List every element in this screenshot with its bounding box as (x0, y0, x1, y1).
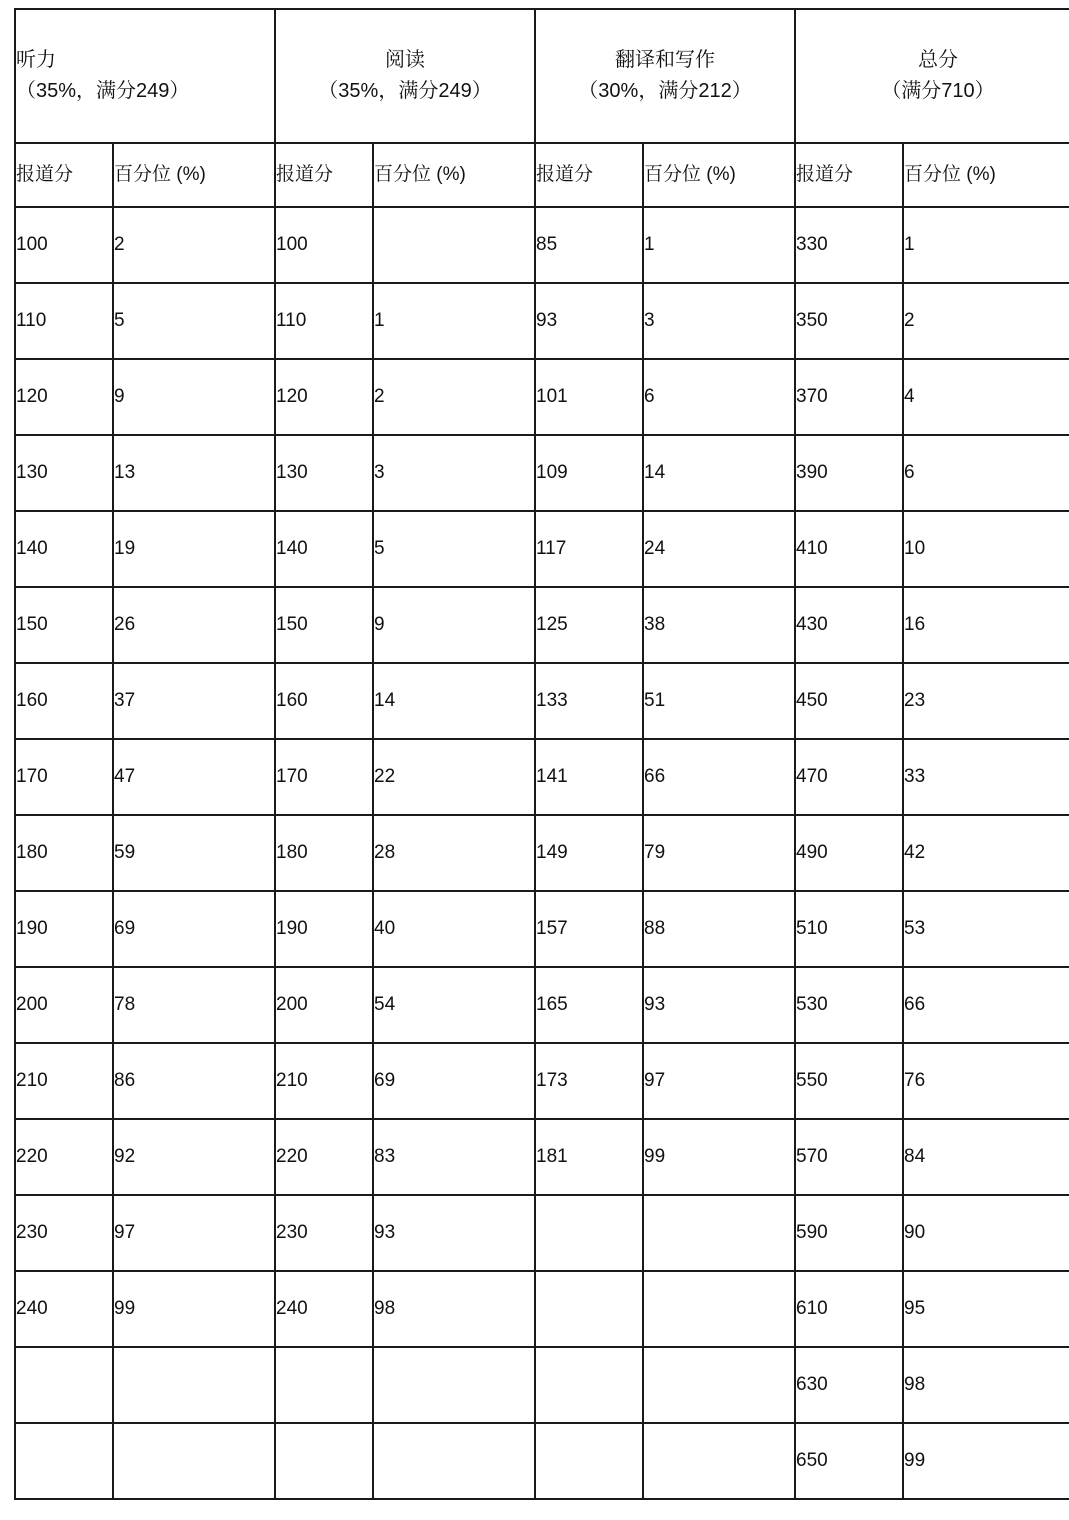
cell-reading-percentile: 93 (373, 1195, 535, 1271)
cell-reading-percentile: 2 (373, 359, 535, 435)
group-subtitle: （30%，满分212） (578, 80, 752, 102)
cell-listening-percentile: 69 (113, 891, 275, 967)
cell-reading-percentile: 69 (373, 1043, 535, 1119)
cell-total-percentile: 76 (903, 1043, 1069, 1119)
group-subtitle: （满分710） (881, 80, 995, 102)
cell-reading-percentile: 3 (373, 435, 535, 511)
cell-twr-percentile: 97 (643, 1043, 795, 1119)
cell-listening-score: 240 (15, 1271, 113, 1347)
cell-listening-score: 110 (15, 283, 113, 359)
cell-listening-score: 160 (15, 663, 113, 739)
cell-twr-percentile: 6 (643, 359, 795, 435)
cell-total-score: 490 (795, 815, 903, 891)
cell-listening-percentile: 99 (113, 1271, 275, 1347)
cell-twr-score: 125 (535, 587, 643, 663)
cell-listening-score: 190 (15, 891, 113, 967)
table-row (15, 891, 1069, 967)
cell-twr-percentile: 93 (643, 967, 795, 1043)
cell-twr-score: 93 (535, 283, 643, 359)
group-subtitle: （35%，满分249） (16, 80, 190, 102)
cell-reading-percentile: 5 (373, 511, 535, 587)
table-row (15, 587, 1069, 663)
table-row (15, 815, 1069, 891)
cell-listening-score: 210 (15, 1043, 113, 1119)
subheader-percentile-total: 百分位 (%) (903, 143, 1069, 207)
table-subheader-row (15, 143, 1069, 207)
cell-twr-percentile: 99 (643, 1119, 795, 1195)
cell-total-percentile: 66 (903, 967, 1069, 1043)
cell-total-percentile: 95 (903, 1271, 1069, 1347)
cell-reading-score: 160 (275, 663, 373, 739)
cell-listening-percentile: 59 (113, 815, 275, 891)
group-header-listening (15, 9, 275, 143)
cell-total-percentile: 98 (903, 1347, 1069, 1423)
cell-reading-percentile: 54 (373, 967, 535, 1043)
subheader-percentile-twr: 百分位 (%) (643, 143, 795, 207)
cell-total-percentile: 4 (903, 359, 1069, 435)
cell-listening-score: 150 (15, 587, 113, 663)
cell-total-score: 430 (795, 587, 903, 663)
group-header-reading (275, 9, 535, 143)
cell-total-score: 350 (795, 283, 903, 359)
cell-twr-percentile: 88 (643, 891, 795, 967)
cell-total-percentile: 23 (903, 663, 1069, 739)
cell-reading-score: 140 (275, 511, 373, 587)
cell-listening-percentile: 47 (113, 739, 275, 815)
cell-total-percentile: 10 (903, 511, 1069, 587)
cell-total-percentile: 2 (903, 283, 1069, 359)
subheader-score-total: 报道分 (795, 143, 903, 207)
cell-total-percentile: 90 (903, 1195, 1069, 1271)
cell-total-percentile: 6 (903, 435, 1069, 511)
cell-twr-score: 117 (535, 511, 643, 587)
cell-listening-percentile: 78 (113, 967, 275, 1043)
group-name: 总分 (918, 49, 958, 71)
group-subtitle: （35%，满分249） (318, 80, 492, 102)
cell-twr-score: 149 (535, 815, 643, 891)
group-name: 听力 (16, 49, 56, 71)
cell-total-score: 590 (795, 1195, 903, 1271)
table-row (15, 1195, 1069, 1271)
cell-reading-percentile: 40 (373, 891, 535, 967)
cell-twr-score: 133 (535, 663, 643, 739)
cell-twr-percentile (643, 1271, 795, 1347)
cell-total-score: 570 (795, 1119, 903, 1195)
cell-total-score: 510 (795, 891, 903, 967)
cell-listening-score (15, 1347, 113, 1423)
cell-total-score: 550 (795, 1043, 903, 1119)
cell-listening-score: 170 (15, 739, 113, 815)
table-row (15, 739, 1069, 815)
cell-listening-percentile: 2 (113, 207, 275, 283)
cell-reading-score: 180 (275, 815, 373, 891)
cell-total-score: 390 (795, 435, 903, 511)
cell-listening-score: 130 (15, 435, 113, 511)
cell-listening-score: 120 (15, 359, 113, 435)
cell-reading-percentile: 22 (373, 739, 535, 815)
cell-total-percentile: 99 (903, 1423, 1069, 1499)
cell-total-score: 630 (795, 1347, 903, 1423)
cell-reading-score: 190 (275, 891, 373, 967)
cell-total-percentile: 53 (903, 891, 1069, 967)
cell-twr-score (535, 1347, 643, 1423)
cell-listening-percentile: 26 (113, 587, 275, 663)
cell-listening-percentile (113, 1347, 275, 1423)
cell-total-percentile: 84 (903, 1119, 1069, 1195)
table-row (15, 283, 1069, 359)
cell-reading-score: 120 (275, 359, 373, 435)
cell-twr-score (535, 1195, 643, 1271)
cell-total-percentile: 33 (903, 739, 1069, 815)
cell-twr-score: 157 (535, 891, 643, 967)
cell-listening-percentile: 9 (113, 359, 275, 435)
cell-twr-percentile: 3 (643, 283, 795, 359)
table-group-header-row (15, 9, 1069, 143)
table-row (15, 207, 1069, 283)
cell-twr-score: 181 (535, 1119, 643, 1195)
cell-listening-score (15, 1423, 113, 1499)
cell-reading-score (275, 1423, 373, 1499)
cell-total-score: 450 (795, 663, 903, 739)
subheader-score-listening: 报道分 (15, 143, 113, 207)
cell-total-score: 610 (795, 1271, 903, 1347)
score-percentile-table (14, 8, 1069, 1500)
cell-listening-percentile (113, 1423, 275, 1499)
cell-total-score: 470 (795, 739, 903, 815)
cell-reading-score: 210 (275, 1043, 373, 1119)
cell-listening-score: 220 (15, 1119, 113, 1195)
cell-reading-percentile: 14 (373, 663, 535, 739)
cell-reading-score: 220 (275, 1119, 373, 1195)
cell-twr-score: 165 (535, 967, 643, 1043)
cell-reading-score: 170 (275, 739, 373, 815)
cell-twr-percentile: 14 (643, 435, 795, 511)
cell-twr-score: 85 (535, 207, 643, 283)
cell-reading-percentile: 28 (373, 815, 535, 891)
cell-twr-percentile: 66 (643, 739, 795, 815)
cell-listening-percentile: 5 (113, 283, 275, 359)
cell-total-percentile: 16 (903, 587, 1069, 663)
cell-total-score: 650 (795, 1423, 903, 1499)
cell-twr-score (535, 1271, 643, 1347)
cell-listening-percentile: 97 (113, 1195, 275, 1271)
cell-listening-score: 200 (15, 967, 113, 1043)
cell-total-score: 410 (795, 511, 903, 587)
cell-reading-percentile (373, 207, 535, 283)
cell-total-score: 370 (795, 359, 903, 435)
cell-total-percentile: 1 (903, 207, 1069, 283)
cell-twr-percentile: 38 (643, 587, 795, 663)
table-row (15, 967, 1069, 1043)
cell-reading-score: 130 (275, 435, 373, 511)
cell-reading-score: 200 (275, 967, 373, 1043)
table-row (15, 1271, 1069, 1347)
cell-reading-score: 110 (275, 283, 373, 359)
cell-reading-score: 240 (275, 1271, 373, 1347)
cell-twr-score (535, 1423, 643, 1499)
table-row (15, 1043, 1069, 1119)
cell-listening-percentile: 13 (113, 435, 275, 511)
table-row (15, 435, 1069, 511)
cell-twr-score: 141 (535, 739, 643, 815)
cell-reading-score: 100 (275, 207, 373, 283)
cell-listening-score: 100 (15, 207, 113, 283)
cell-listening-score: 140 (15, 511, 113, 587)
cell-twr-percentile: 51 (643, 663, 795, 739)
subheader-percentile-reading: 百分位 (%) (373, 143, 535, 207)
cell-twr-score: 109 (535, 435, 643, 511)
subheader-percentile-listening: 百分位 (%) (113, 143, 275, 207)
table-row (15, 1119, 1069, 1195)
cell-listening-percentile: 19 (113, 511, 275, 587)
table-row (15, 1423, 1069, 1499)
cell-reading-score: 150 (275, 587, 373, 663)
cell-listening-percentile: 92 (113, 1119, 275, 1195)
cell-reading-percentile (373, 1347, 535, 1423)
subheader-score-twr: 报道分 (535, 143, 643, 207)
cell-twr-score: 173 (535, 1043, 643, 1119)
cell-twr-percentile: 79 (643, 815, 795, 891)
cell-total-score: 530 (795, 967, 903, 1043)
cell-reading-percentile: 98 (373, 1271, 535, 1347)
cell-reading-percentile: 1 (373, 283, 535, 359)
cell-twr-score: 101 (535, 359, 643, 435)
cell-total-score: 330 (795, 207, 903, 283)
cell-twr-percentile: 1 (643, 207, 795, 283)
cell-reading-percentile: 9 (373, 587, 535, 663)
group-name: 翻译和写作 (615, 49, 715, 71)
cell-total-percentile: 42 (903, 815, 1069, 891)
group-header-translation-writing (535, 9, 795, 143)
cell-twr-percentile (643, 1423, 795, 1499)
table-row (15, 663, 1069, 739)
cell-reading-percentile (373, 1423, 535, 1499)
cell-listening-score: 230 (15, 1195, 113, 1271)
subheader-score-reading: 报道分 (275, 143, 373, 207)
cell-reading-score (275, 1347, 373, 1423)
cell-listening-score: 180 (15, 815, 113, 891)
table-row (15, 511, 1069, 587)
cell-reading-score: 230 (275, 1195, 373, 1271)
cell-twr-percentile: 24 (643, 511, 795, 587)
cell-reading-percentile: 83 (373, 1119, 535, 1195)
cell-listening-percentile: 37 (113, 663, 275, 739)
table-row (15, 359, 1069, 435)
group-header-total (795, 9, 1069, 143)
cell-twr-percentile (643, 1347, 795, 1423)
cell-twr-percentile (643, 1195, 795, 1271)
group-name: 阅读 (385, 49, 425, 71)
table-body (15, 207, 1069, 1499)
cell-listening-percentile: 86 (113, 1043, 275, 1119)
table-row (15, 1347, 1069, 1423)
